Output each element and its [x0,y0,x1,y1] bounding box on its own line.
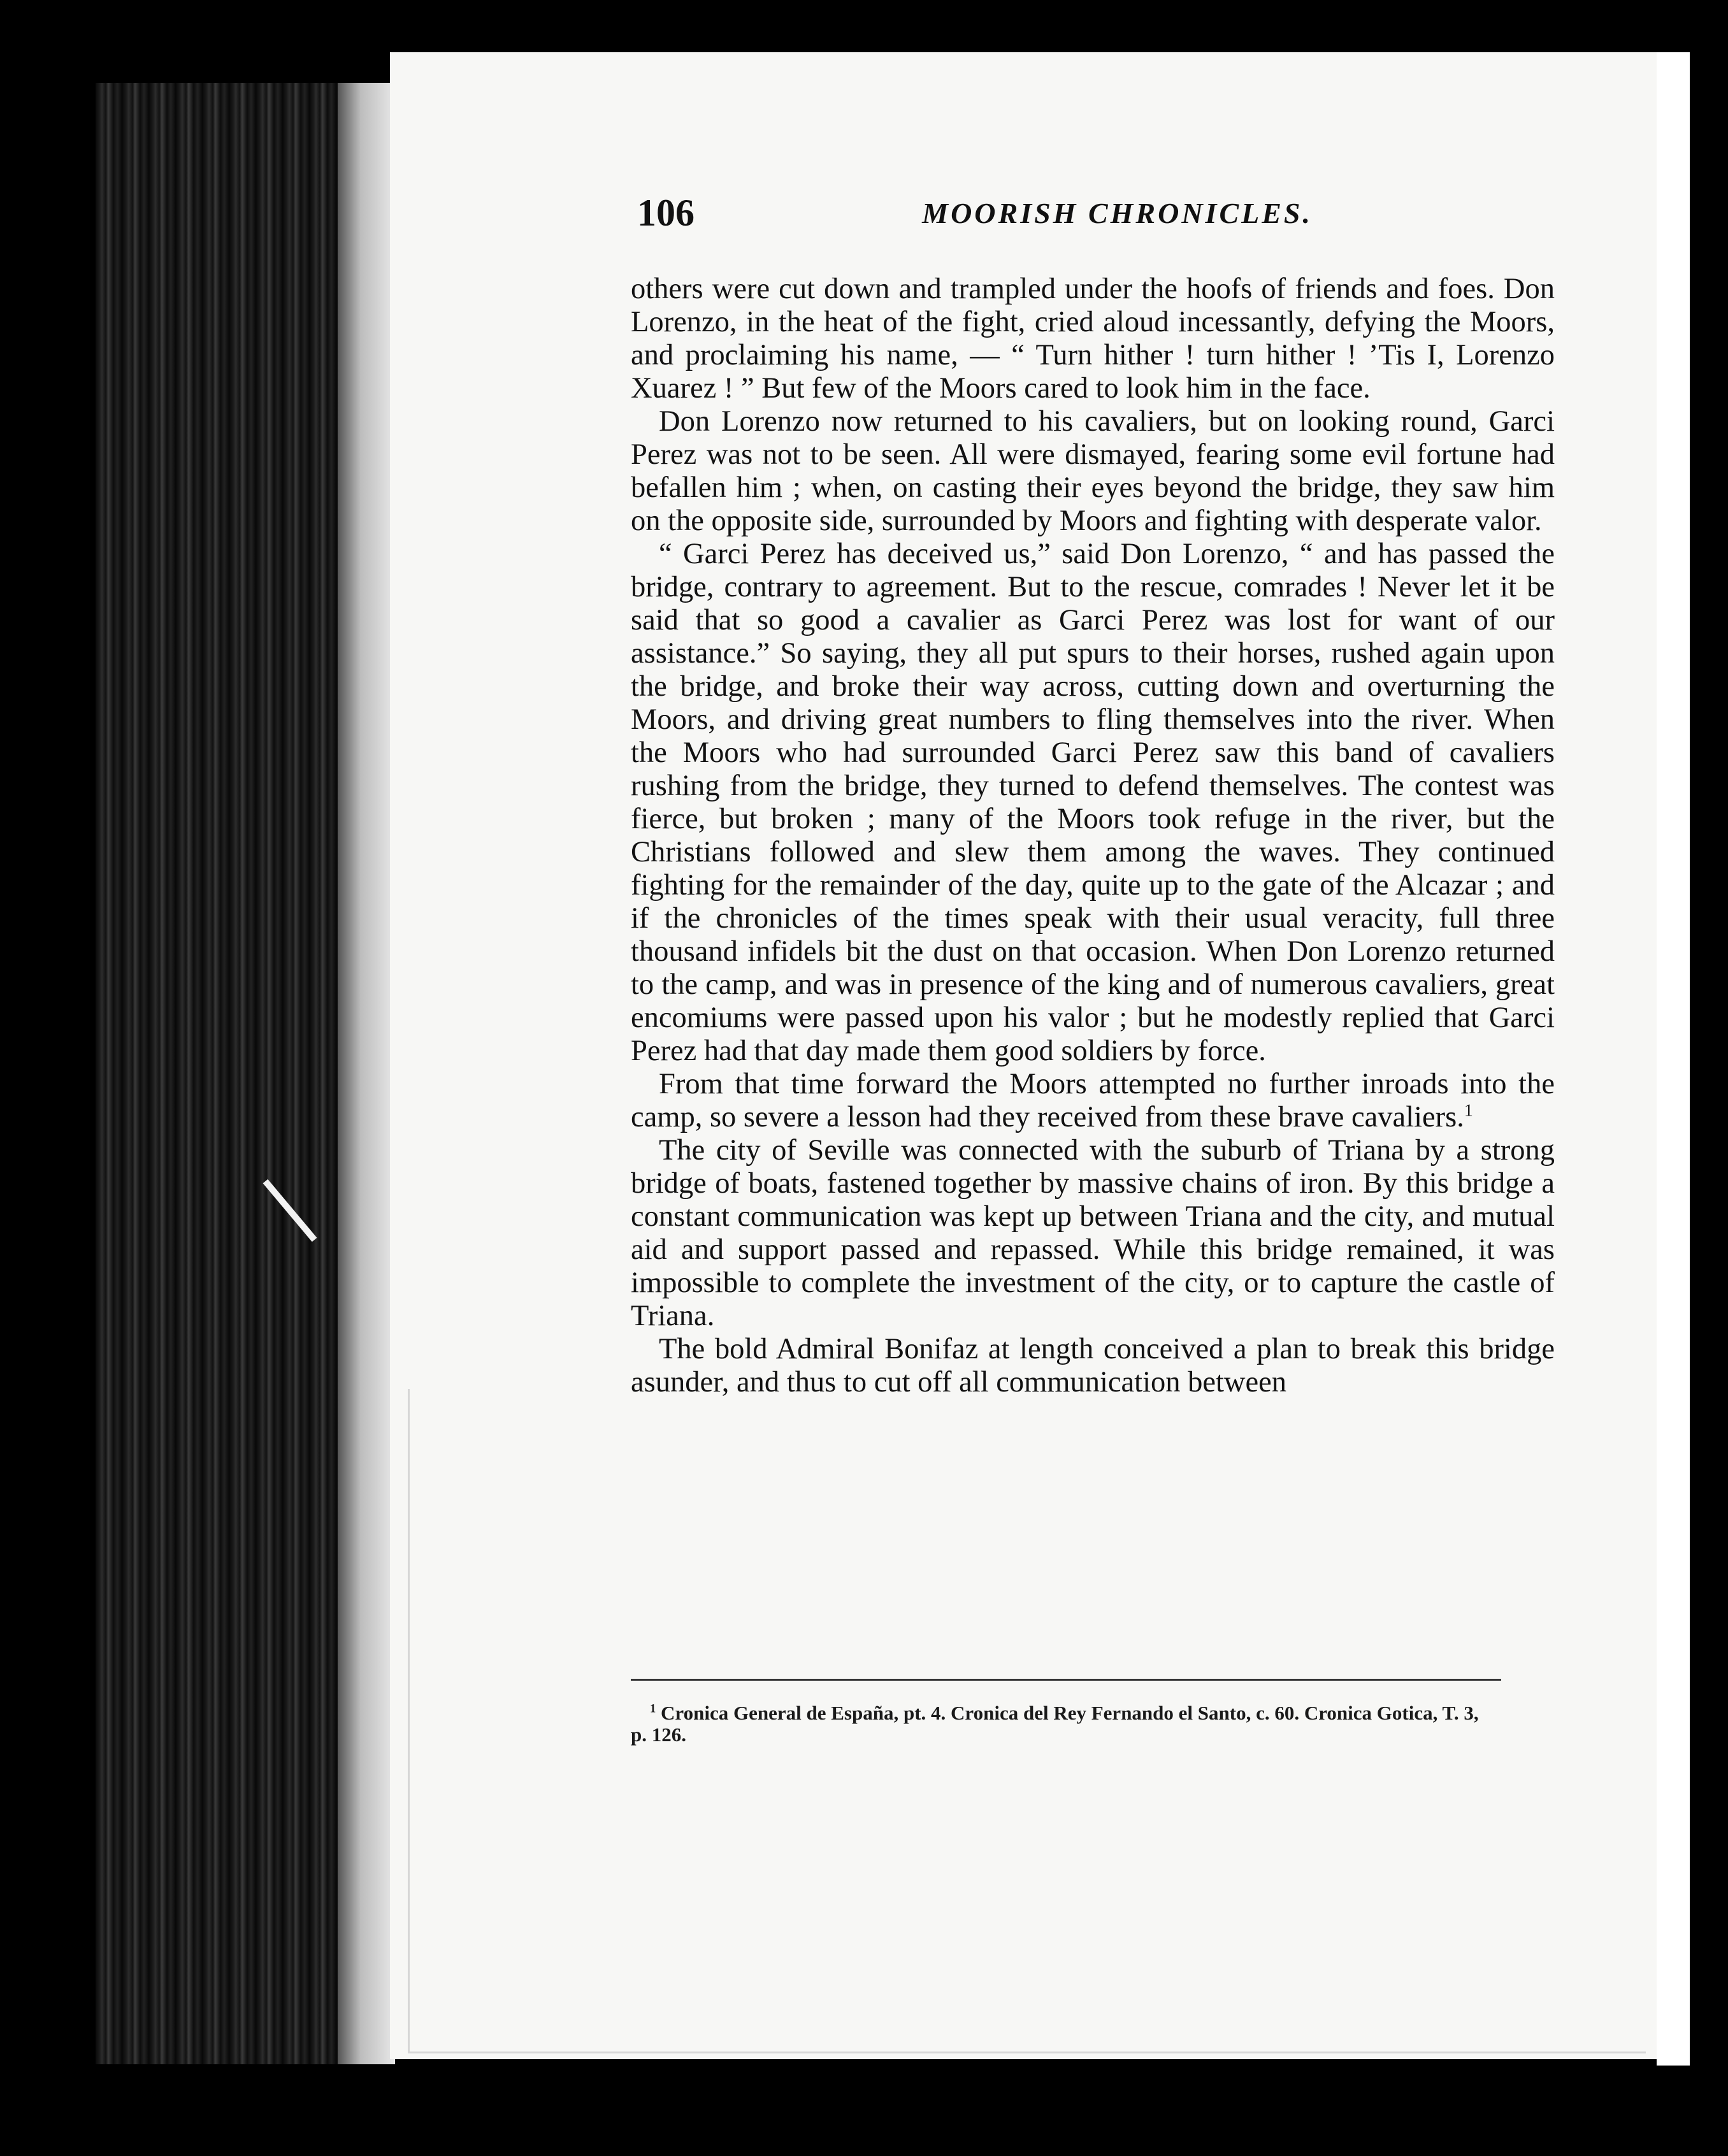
paragraph: The city of Seville was connected with the suburb of Triana by a strong bridge of boats, fastened together by massive chains of iron. By this bridge a constant communication was kept up between Triana and the city, and mutual aid and support passed and repassed. While this bridge remained, it was impossible to complete the investment of the city, or to capture the castle of Triana. [631,1134,1555,1332]
page-edge-gradient [338,83,395,2064]
paragraph: “ Garci Perez has deceived us,” said Don Lorenzo, “ and has passed the bridge, contrary to agreement. But to the rescue, comrades ! Never let it be said that so good a cavalier as Garci Perez was lost for want of our assistance.” So saying, they all put spurs to their horses, rushed again upon the bridge, and broke their way across, cutting down and overturning the Moors, and driving great numbers to fling themselves into the river. When the Moors who had surrounded Garci Perez saw this band of cavaliers rushing from the bridge, they turned to defend themselves. The contest was fierce, but broken ; many of the Moors took refuge in the river, but the Christians followed and slew them among the waves. They continued fighting for the remainder of the day, quite up to the gate of the Alcazar ; and if the chronicles of the times speak with their usual veracity, full three thousand infidels bit the dust on that occasion. When Don Lorenzo returned to the camp, and was in presence of the king and of numerous cavaliers, great encomiums were passed upon his valor ; but he modestly replied that Garci Perez had that day made them good soldiers by force. [631,538,1555,1067]
book-fore-edge [96,83,395,2064]
paragraph-with-footnote [631,1068,1555,1134]
paragraph-text: From that time forward the Moors attempted no further inroads into the camp, so severe a lesson had they received from these brave cavaliers. [631,1068,1555,1133]
running-header [637,191,1313,248]
paragraph: others were cut down and trampled under the hoofs of friends and foes. Don Lorenzo, in the heat of the fight, cried aloud incessantly, defying the Moors, and proclaiming his name, — “ Turn hither ! turn hither ! ’Tis I, Lorenzo Xuarez ! ” But few of the Moors cared to look him in the face. [631,273,1555,405]
footnote-marker: 1 [650,1702,656,1716]
footnote [631,1702,1497,1746]
book-page-lower [390,1792,1671,2059]
footnote-reference: 1 [1464,1100,1473,1121]
footnote-divider [631,1679,1501,1681]
footnote-text: Cronica General de España, pt. 4. Cronica del Rey Fernando el Santo, c. 60. Cronica Gotica, T. 3, p. 126. [631,1702,1479,1746]
paragraph: Don Lorenzo now returned to his cavaliers, but on looking round, Garci Perez was not to be seen. All were dismayed, fearing some evil fortune had befallen him ; when, on casting their eyes beyond the bridge, they saw him on the opposite side, surrounded by Moors and fighting with desperate valor. [631,405,1555,537]
facing-page-edge [1657,52,1690,2066]
running-title: MOORISH CHRONICLES. [922,197,1313,229]
page-number: 106 [637,192,695,234]
paragraph: The bold Admiral Bonifaz at length conceived a plan to break this bridge asunder, and thus to cut off all communication between [631,1333,1555,1398]
body-text [631,273,1555,1399]
